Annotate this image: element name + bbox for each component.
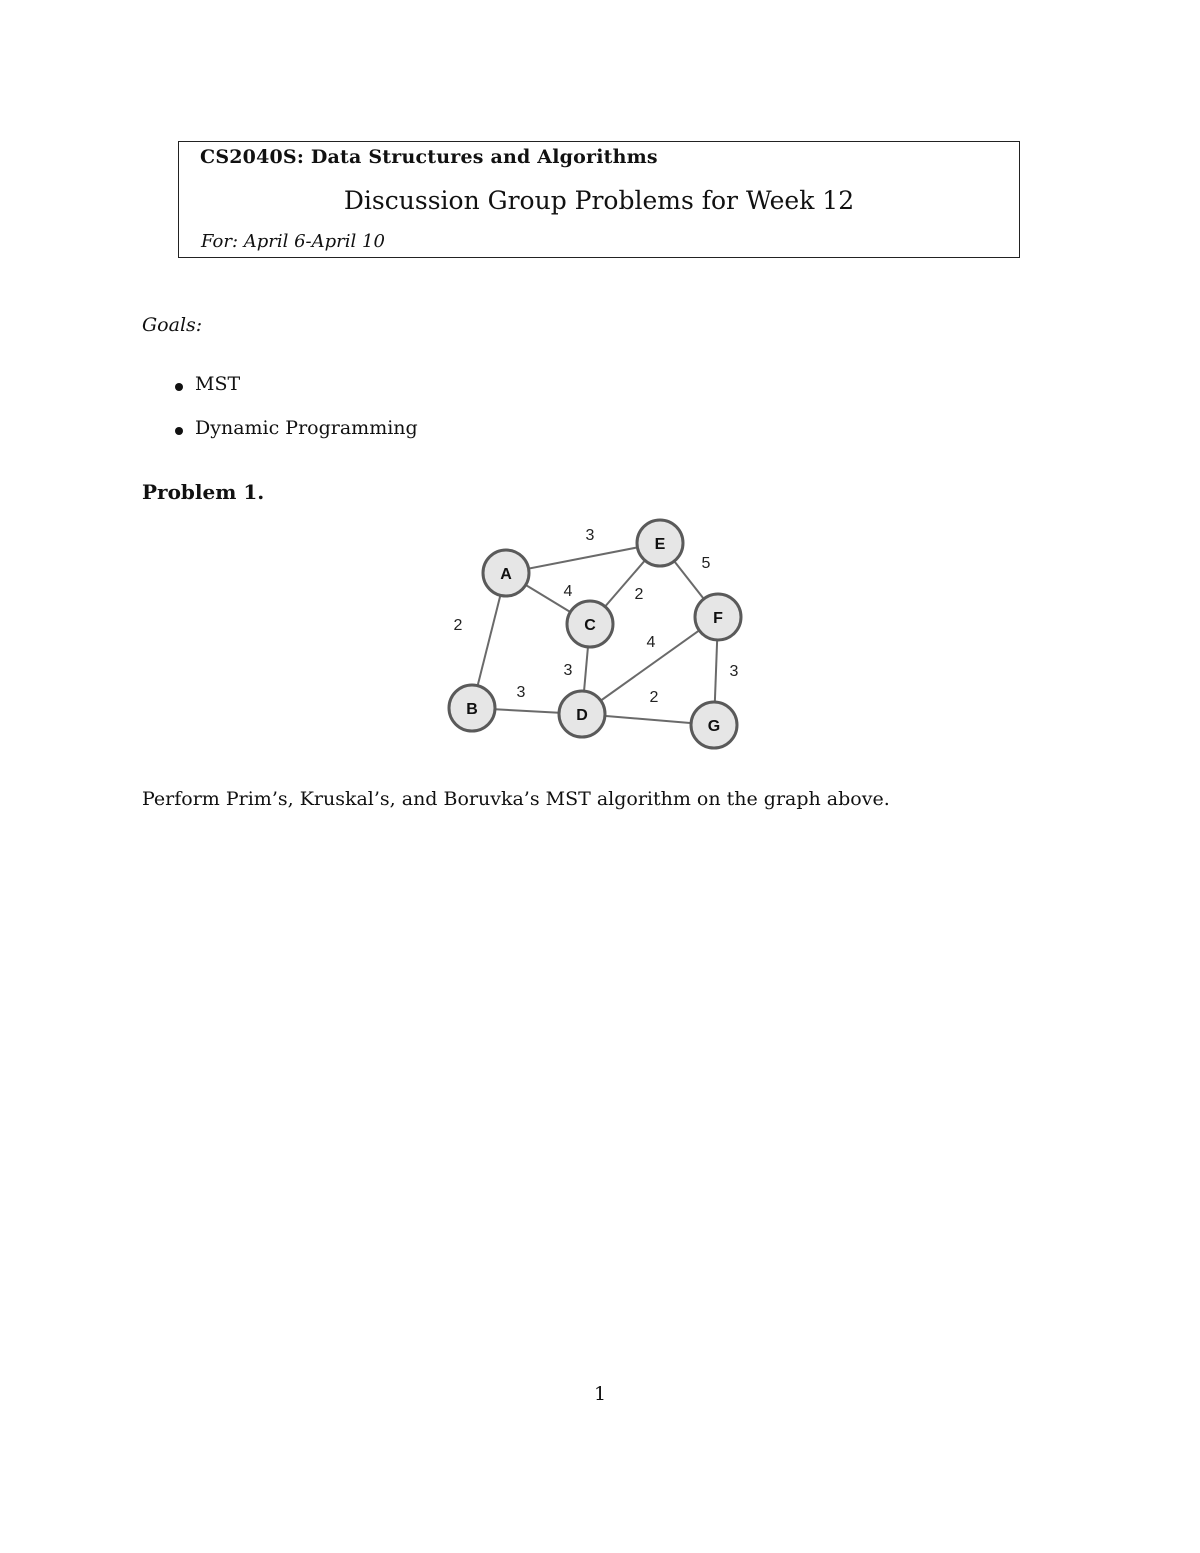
edge-weight-a-e: 3 <box>585 527 595 544</box>
edge-weight-b-d: 3 <box>516 684 526 701</box>
edge-weight-a-b: 2 <box>453 617 463 634</box>
goals-label: Goals: <box>142 314 203 336</box>
node-label-f: F <box>713 610 723 627</box>
edge-weight-c-d: 3 <box>563 662 573 679</box>
edge-weight-f-g: 3 <box>729 663 739 680</box>
page-number: 1 <box>593 1383 607 1405</box>
graph-nodes <box>449 520 741 748</box>
course-title: CS2040S: Data Structures and Algorithms <box>200 146 658 168</box>
goal-item: Dynamic Programming <box>172 417 418 461</box>
problem-1-heading: Problem 1. <box>142 480 265 504</box>
goal-item: MST <box>172 373 418 417</box>
problem-1-text: Perform Prim’s, Kruskal’s, and Boruvka’s MST algorithm on the graph above. <box>142 788 890 810</box>
edge-weight-d-f: 4 <box>646 634 656 651</box>
node-label-g: G <box>707 718 721 735</box>
node-label-d: D <box>576 707 588 724</box>
node-label-b: B <box>466 701 478 718</box>
edge-weight-e-f: 5 <box>701 555 711 572</box>
node-label-a: A <box>500 566 512 583</box>
edge-weight-e-c: 2 <box>634 586 644 603</box>
date-range: For: April 6-April 10 <box>201 231 385 252</box>
mst-graph-figure <box>440 510 760 755</box>
header-box <box>178 141 1020 258</box>
node-label-c: C <box>584 617 596 634</box>
edge-weight-a-c: 4 <box>563 583 573 600</box>
sheet-title: Discussion Group Problems for Week 12 <box>343 186 855 215</box>
goals-list <box>172 373 418 461</box>
node-label-e: E <box>654 536 666 553</box>
edge-weight-d-g: 2 <box>649 689 659 706</box>
